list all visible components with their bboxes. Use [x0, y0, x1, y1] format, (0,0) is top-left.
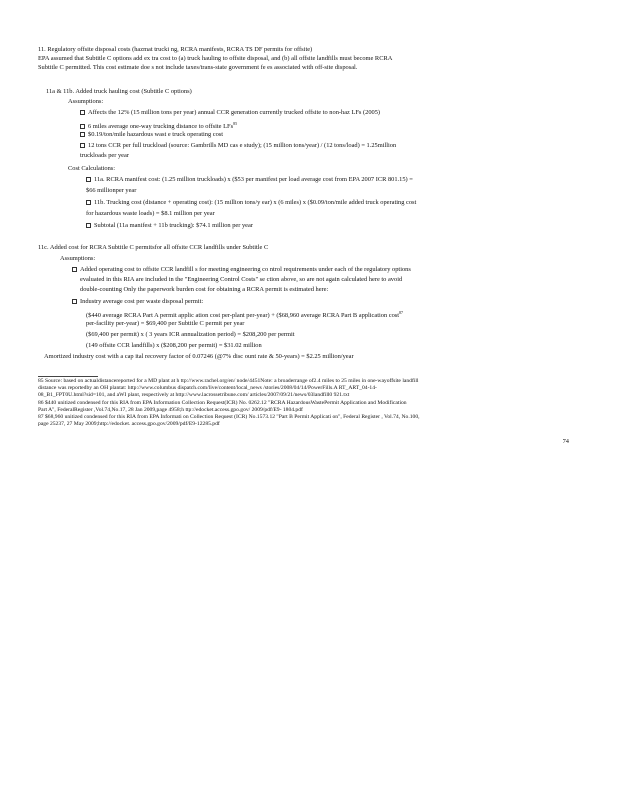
- assumptions-label: Assumptions:: [60, 255, 96, 262]
- checkbox-bullet-icon: [72, 299, 77, 304]
- calc-item: 11b. Trucking cost (distance + operating cost): (15 million tons/y ear) x (6 miles) x ($0.09/ton/mile added truck operating cost: [86, 199, 416, 207]
- footnote-line: distance was reportedby an OH plantat: http://www.columbus dispatch.com/live/content/local_news /stories/2008/04/14/PowerFills.A RT_ART_04-14-: [38, 385, 377, 391]
- assumptions-label: Assumptions:: [68, 98, 104, 105]
- bullet-item: 12 tons CCR per full truckload (source: Gambrills MD cas e study); (15 million tons/year) / (12 tons/load) = 1.25million: [80, 142, 396, 150]
- bullet-item: Industry average cost per waste disposal permit:: [72, 298, 203, 306]
- subheading-11a-11b: 11a & 11b. Added truck hauling cost (Subtitle C options): [46, 88, 192, 95]
- checkbox-bullet-icon: [80, 143, 85, 148]
- checkbox-bullet-icon: [80, 132, 85, 137]
- amortized-line: Amortized industry cost with a cap ital recovery factor of 0.07246 (@7% disc ount rate & 50-years) = $2.25 million/year: [44, 353, 354, 360]
- page-number: 74: [562, 438, 569, 445]
- calc-line: (149 offsite CCR landfills) x ($208,200 per permit) = $31.02 million: [86, 342, 262, 349]
- checkbox-bullet-icon: [72, 267, 77, 272]
- calc-line: per-facility per-year) = $69,400 per Subtitle C permit per year: [86, 320, 245, 327]
- footnote-separator: [38, 376, 98, 377]
- calc-item: Subtotal (11a manifest + 11b trucking): $74.1 million per year: [86, 222, 253, 230]
- cost-calculations-label: Cost Calculations:: [68, 165, 116, 172]
- paragraph-line: EPA assumed that Subtitle C options add ex tra cost to (a) truck hauling to offsite disposal, and (b) all offsite landfills must become RCRA: [38, 55, 393, 62]
- checkbox-bullet-icon: [86, 200, 91, 205]
- calc-line: ($69,400 per permit) x ( 3 years ICR annualization period) = $208,200 per permit: [86, 331, 295, 338]
- footnote-line: Part A", FederalRegister ,Vol.74,No.17, 28 Jan 2009,page 4958;h ttp://edocket.access.gpo.gov/ 2009/pdf/E9- 1804.pdf: [38, 407, 303, 413]
- bullet-item: $0.19/ton/mile hazardous wast e truck operating cost: [80, 131, 223, 139]
- footnote-85: 85 Source: based on actualdistancereported for a MD plant at h ttp://www.rachel.org/en/ node/4451Note: a broaderrange of2.4 miles to 25 miles in one-wayoffsite landfill: [38, 378, 419, 384]
- calc-item: 11a. RCRA manifest cost: (1.25 million truckloads) x ($53 per manifest per load average cost from EPA 2007 ICR 801.15) =: [86, 176, 413, 184]
- bullet-continuation: double-counting Only the paperwork burden cost for obtaining a RCRA permit is estimated here:: [80, 286, 329, 293]
- footnote-87: 87 $68,960 unitized condensed for this RIA from EPA Informati on Collection Request (ICR) No.1573.12 "Part B Permit Applicati on", Federal Register , Vol.74, No.100,: [38, 414, 420, 420]
- footnote-line: 08_B1_FPT0U.html?sid=101, and aWI plant, respectively at http://www.lacrossetribune.com/ articles/2007/09/21/news/03landfill0 921.txt: [38, 392, 350, 398]
- bullet-item: Affects the 12% (15 million tons per year) annual CCR generation currently trucked offsite to non-haz LFs (2005): [80, 109, 380, 117]
- subheading-11c: 11c. Added cost for RCRA Subtitle C permitsfor all offsite CCR landfills under Subtitle C: [38, 244, 269, 251]
- footnote-line: page 25237, 27 May 2009;http://edocket. access.gpo.gov/2009/pdf/E9-12285.pdf: [38, 421, 220, 427]
- bullet-item: Added operating cost to offsite CCR landfill s for meeting engineering co ntrol requirements under each of the regulatory options: [72, 266, 411, 274]
- checkbox-bullet-icon: [80, 124, 85, 129]
- checkbox-bullet-icon: [80, 110, 85, 115]
- paragraph-line: Subtitle C permitted. This cost estimate doe s not include taxes/trans-state government fe es associated with off-site disposal.: [38, 64, 358, 71]
- checkbox-bullet-icon: [86, 223, 91, 228]
- checkbox-bullet-icon: [86, 177, 91, 182]
- section-heading-11: 11. Regulatory offsite disposal costs (hazmat trucki ng, RCRA manifests, RCRA TS DF permits for offsite): [38, 46, 313, 53]
- bullet-continuation: truckloads per year: [80, 152, 129, 159]
- calc-line: ($440 average RCRA Part A permit applic ation cost per-plant per-year) + ($68,960 average RCRA Part B application cost$^{87}$: [86, 310, 404, 320]
- footnote-ref: 87: [399, 310, 404, 315]
- calc-continuation: for hazardous waste loads) = $8.1 million per year: [86, 210, 215, 217]
- calc-continuation: $66 millionper year: [86, 187, 137, 194]
- bullet-continuation: evaluated in this RIA are included in the "Engineering Control Costs" se ction above, so are not again calculated here to avoid: [80, 276, 403, 283]
- footnote-ref: 85: [233, 121, 238, 126]
- footnote-86: 86 $440 unitized condensed for this RIA from EPA Information Collection Request(ICR) No. 0262.12 "RCRA HazardousWastePermit Application and Modification: [38, 400, 407, 406]
- bullet-item: 6 miles average one-way trucking distance to offsite LFs$^{85}$: [80, 120, 237, 131]
